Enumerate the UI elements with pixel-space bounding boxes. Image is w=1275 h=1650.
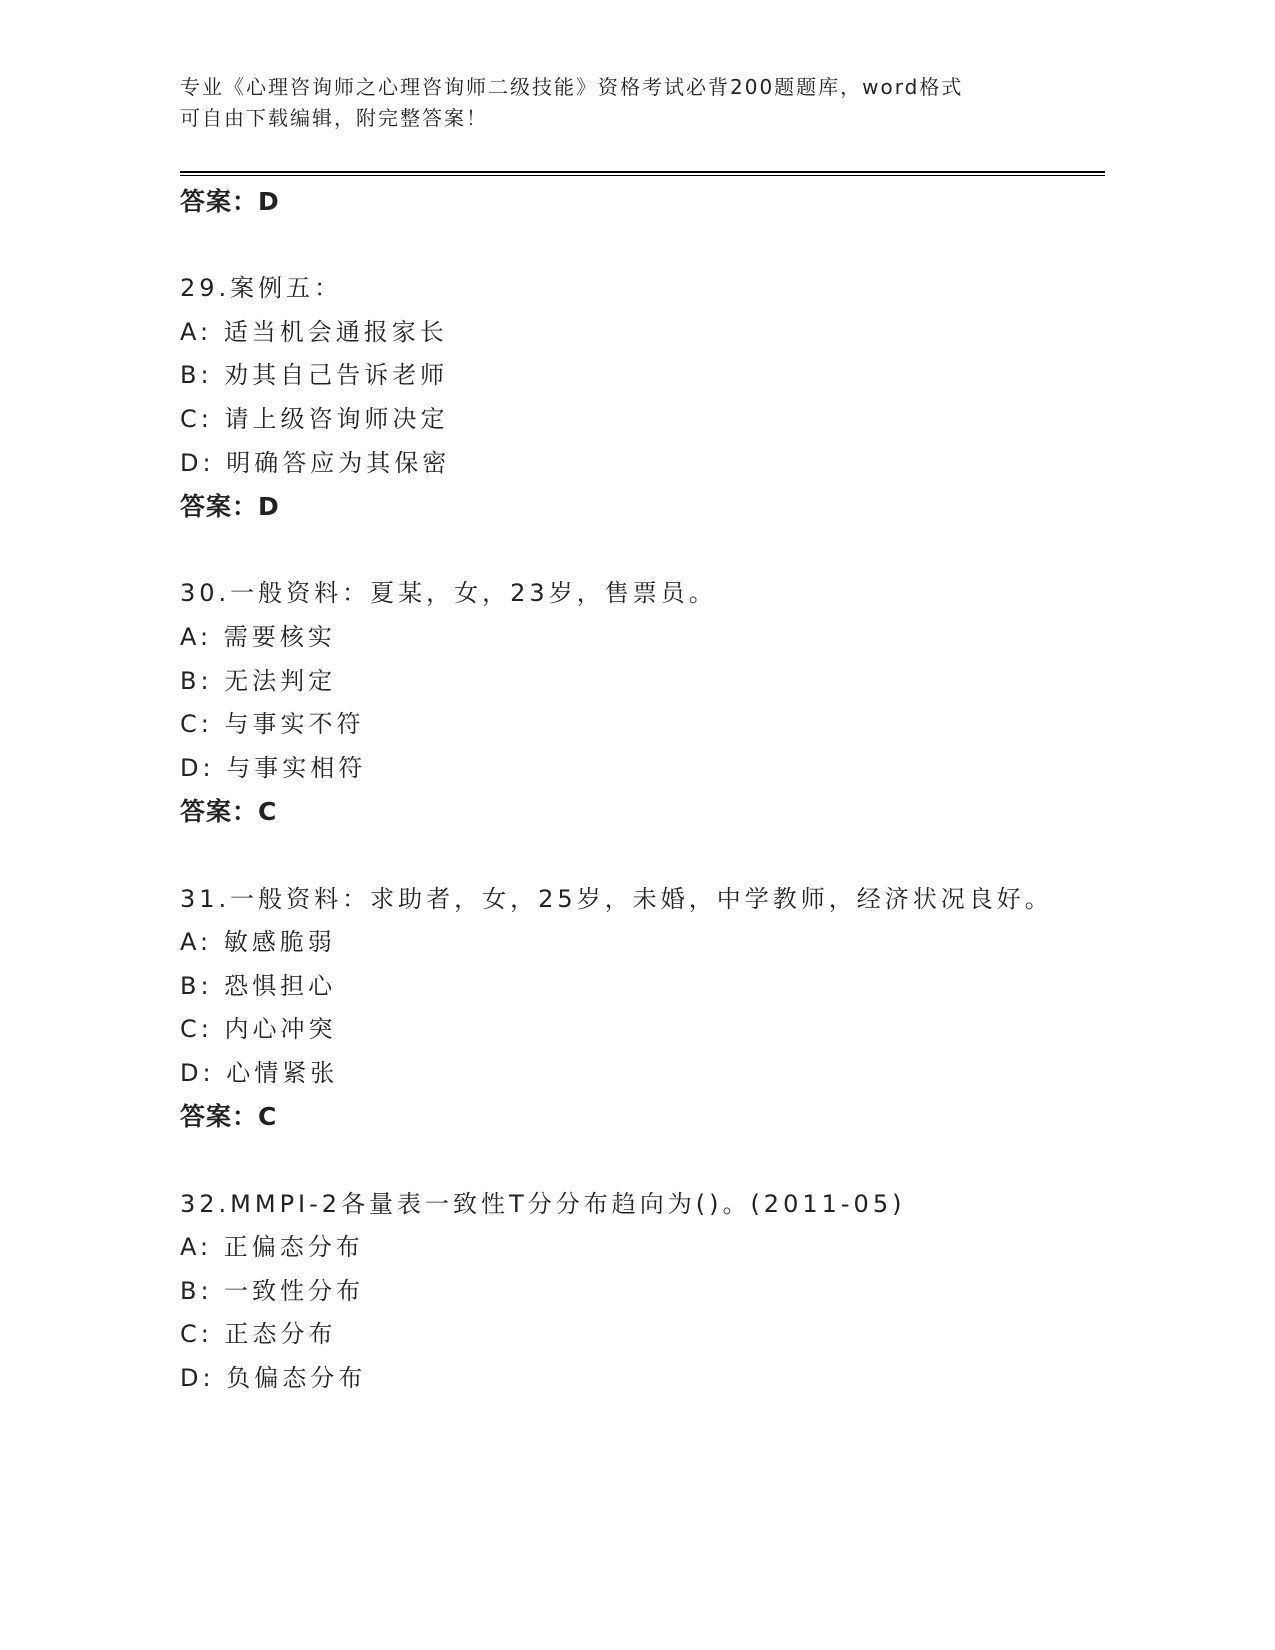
option-a: A: 需要核实 bbox=[180, 622, 336, 651]
document-header bbox=[180, 72, 1040, 134]
option-b: B: 无法判定 bbox=[180, 666, 337, 695]
question-stem: 32.MMPI-2各量表一致性T分分布趋向为()。(2011-05) bbox=[180, 1189, 906, 1218]
option-d: D: 负偏态分布 bbox=[180, 1364, 367, 1393]
option-d: D: 心情紧张 bbox=[180, 1058, 339, 1087]
option-b: B: 恐惧担心 bbox=[180, 971, 337, 1000]
option-b: B: 劝其自己告诉老师 bbox=[180, 361, 449, 390]
option-c: C: 与事实不符 bbox=[180, 710, 365, 739]
answer-line: 答案：C bbox=[180, 797, 278, 827]
option-d: D: 与事实相符 bbox=[180, 753, 367, 782]
header-divider bbox=[180, 171, 1105, 173]
option-a: A: 敏感脆弱 bbox=[180, 928, 336, 957]
question-stem: 30.一般资料：夏某，女，23岁，售票员。 bbox=[180, 579, 717, 608]
header-divider-thin bbox=[180, 175, 1105, 176]
question-30 bbox=[180, 572, 1105, 834]
option-a: A: 正偏态分布 bbox=[180, 1233, 364, 1262]
option-c: C: 正态分布 bbox=[180, 1320, 337, 1349]
option-a: A: 适当机会通报家长 bbox=[180, 317, 448, 346]
option-c: C: 请上级咨询师决定 bbox=[180, 404, 449, 433]
answer-line: 答案：D bbox=[180, 187, 280, 216]
answer-line: 答案：D bbox=[180, 492, 280, 522]
option-c: C: 内心冲突 bbox=[180, 1015, 337, 1044]
question-stem: 29.案例五： bbox=[180, 274, 343, 303]
header-line-2: 可自由下载编辑，附完整答案！ bbox=[180, 106, 488, 130]
question-stem: 31.一般资料：求助者，女，25岁，未婚，中学教师，经济状况良好。 bbox=[180, 884, 1053, 913]
question-32 bbox=[180, 1183, 1105, 1401]
header-line-1: 专业《心理咨询师之心理咨询师二级技能》资格考试必背200题题库，word格式 bbox=[180, 75, 964, 99]
option-b: B: 一致性分布 bbox=[180, 1276, 365, 1305]
question-list bbox=[180, 180, 1105, 1401]
question-29 bbox=[180, 267, 1105, 529]
option-d: D: 明确答应为其保密 bbox=[180, 448, 451, 477]
question-31 bbox=[180, 878, 1105, 1140]
answer-line: 答案：C bbox=[180, 1102, 278, 1132]
